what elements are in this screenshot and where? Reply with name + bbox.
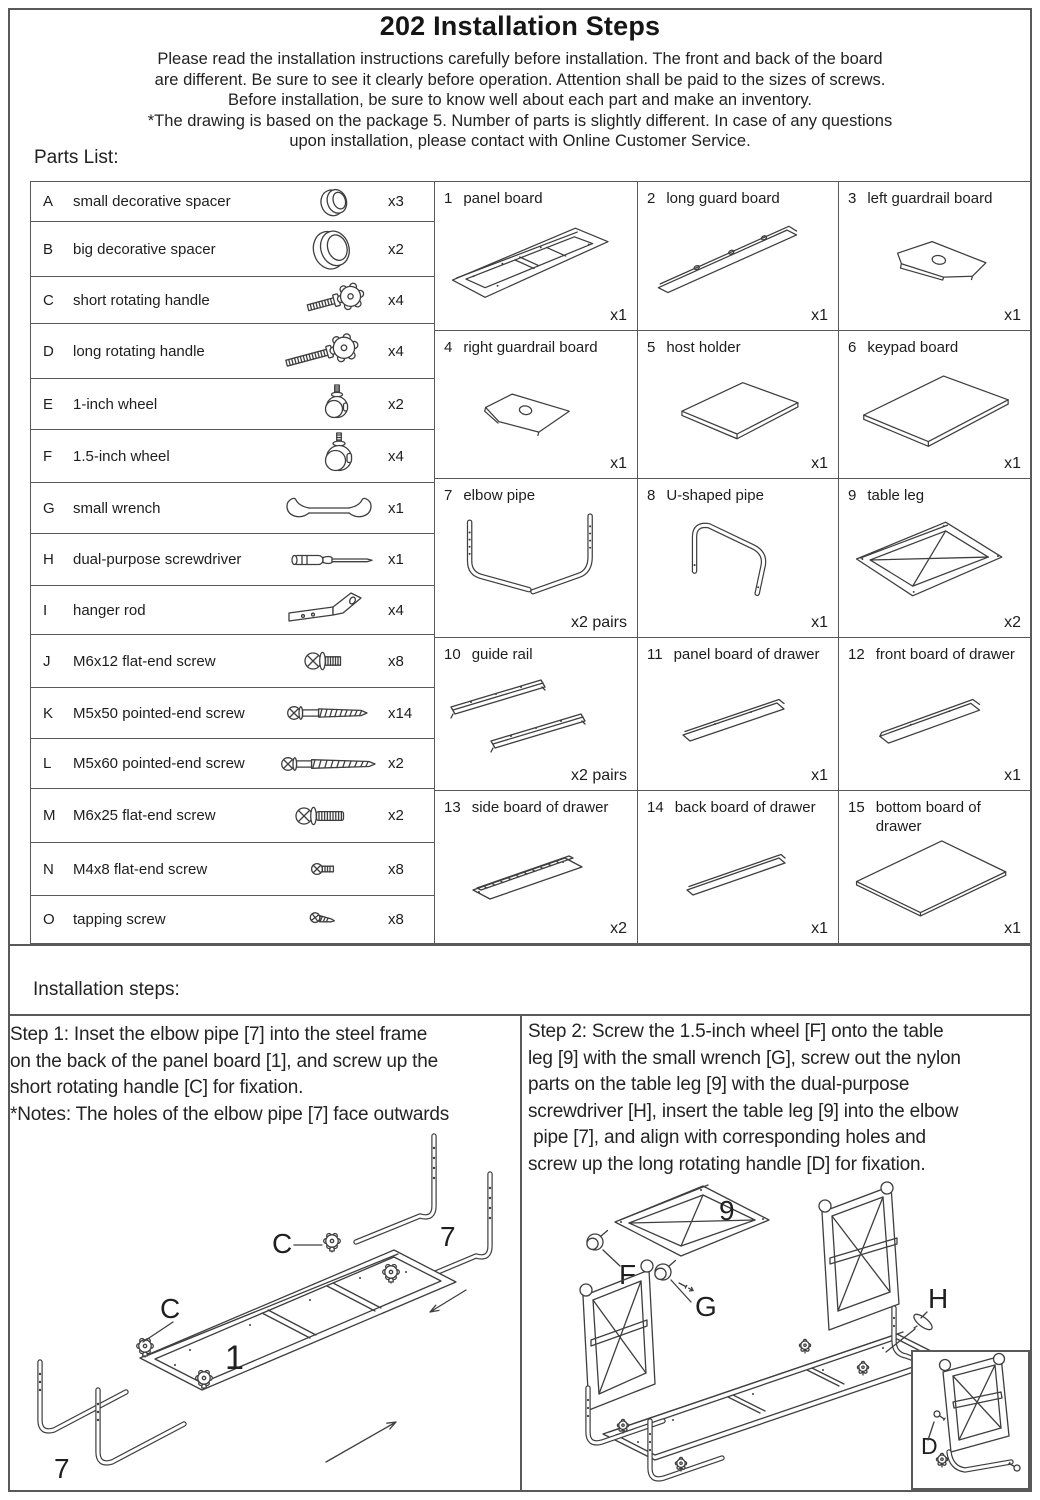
table-row <box>31 277 434 324</box>
part-letter: E <box>43 395 54 413</box>
drawer-back-board-drawing <box>642 818 834 918</box>
drawer-side-board-drawing <box>439 818 633 918</box>
section-divider <box>8 944 1032 946</box>
parts-grid-cell <box>638 479 839 638</box>
parts-grid-cell <box>435 182 638 331</box>
part-qty: x4 <box>388 601 404 619</box>
step-line: screw up the long rotating handle [D] for fixation. <box>528 1153 926 1175</box>
part-letter: C <box>43 291 54 309</box>
part-name: M5x60 pointed-end screw <box>73 755 245 772</box>
step-line: on the back of the panel board [1], and screw up the <box>10 1050 438 1072</box>
table-row <box>31 896 434 943</box>
step-line: pipe [7], and align with corresponding holes and <box>528 1127 926 1148</box>
wheel-glyph <box>587 1231 608 1251</box>
part-name: left guardrail board <box>867 190 993 207</box>
wrench-icon <box>270 492 388 524</box>
part-name: bottom board of drawer <box>875 799 981 835</box>
tapping-screw-icon <box>270 906 388 934</box>
left-guardrail-board-drawing <box>843 209 1027 305</box>
part-qty: x1 <box>1004 307 1021 324</box>
big-ring-icon <box>270 224 388 274</box>
step-line: Step 2: Screw the 1.5-inch wheel [F] onto the table <box>528 1021 944 1042</box>
part-qty: x1 <box>1004 920 1021 937</box>
part-name: M5x50 pointed-end screw <box>73 704 245 722</box>
part-name: big decorative spacer <box>73 240 216 258</box>
part-qty: x1 <box>811 307 828 324</box>
parts-grid-cell <box>435 791 638 944</box>
flat-end-screw-tiny-icon <box>270 855 388 883</box>
direction-arrow <box>326 1422 396 1462</box>
intro-line: Please read the installation instructions carefully before installation. The front and back of the board <box>157 50 883 68</box>
part-name: host holder <box>666 339 741 356</box>
star-knob-long-icon <box>270 327 388 375</box>
parts-table <box>30 181 435 944</box>
part-name: guide rail <box>471 646 533 663</box>
elbow-pipe-drawing <box>439 506 633 612</box>
part-name: dual-purpose screwdriver <box>73 551 242 568</box>
part-qty: x2 pairs <box>570 767 627 784</box>
table-row <box>31 739 434 789</box>
part-number: 8 <box>647 487 656 504</box>
part-qty: x1 <box>811 455 828 472</box>
part-qty: x1 <box>811 767 828 784</box>
caster-wheel-small-icon <box>270 383 388 425</box>
part-number: 11 <box>647 646 663 663</box>
part-qty: x8 <box>388 911 404 928</box>
pointed-screw-longer-icon <box>270 748 388 780</box>
part-qty: x2 <box>388 755 404 772</box>
part-qty: x1 <box>610 307 627 324</box>
parts-grid-cell <box>839 479 1032 638</box>
hanger-bracket-icon <box>270 590 388 630</box>
wheel-glyph <box>655 1261 676 1281</box>
step-line: screwdriver [H], insert the table leg [9] into the elbow <box>528 1100 959 1122</box>
parts-grid-cell <box>638 182 839 331</box>
rotating-handle-glyph <box>675 1457 686 1471</box>
parts-grid-cell <box>839 791 1032 944</box>
part-name: table leg <box>867 487 925 504</box>
table-row <box>31 843 434 896</box>
part-letter: M <box>43 807 56 824</box>
part-qty: x1 <box>811 614 828 631</box>
part-name: hanger rod <box>73 601 146 619</box>
part-number: 9 <box>848 487 857 504</box>
table-row <box>31 182 434 222</box>
parts-list-heading: Parts List: <box>34 147 119 168</box>
part-qty: x1 <box>811 920 828 937</box>
part-letter: H <box>43 551 54 568</box>
part-letter: L <box>43 755 52 772</box>
part-name: small wrench <box>73 499 161 517</box>
part-letter: G <box>43 499 55 517</box>
part-qty: x2 pairs <box>570 614 627 631</box>
label-pipe-bottom: 7 <box>54 1453 70 1484</box>
panel-board-drawing <box>439 209 633 305</box>
part-name: right guardrail board <box>463 339 598 356</box>
parts-grid-cell <box>638 331 839 479</box>
part-qty: x4 <box>388 342 404 360</box>
intro-line: *The drawing is based on the package 5. Number of parts is slightly different. In case of any questions <box>147 111 893 130</box>
step1-diagram <box>10 1126 516 1490</box>
part-qty: x4 <box>388 447 404 465</box>
right-guardrail-board-drawing <box>439 358 633 453</box>
label-handle-d: D <box>921 1433 938 1459</box>
step-line: *Notes: The holes of the elbow pipe [7] face outwards <box>10 1103 449 1125</box>
part-number: 13 <box>444 799 461 816</box>
part-number: 1 <box>444 190 453 207</box>
part-name: short rotating handle <box>73 291 210 309</box>
step-line: leg [9] with the small wrench [G], screw out the nylon <box>528 1047 961 1069</box>
parts-grid-cell <box>435 331 638 479</box>
part-letter: N <box>43 860 54 878</box>
parts-grid-cell <box>839 182 1032 331</box>
pointed-screw-long-icon <box>270 697 388 729</box>
rotating-handle-glyph <box>617 1419 628 1433</box>
part-qty: x2 <box>610 920 627 937</box>
part-letter: J <box>43 652 51 670</box>
drawer-bottom-board-drawing <box>843 818 1027 918</box>
guide-rail-drawing <box>439 665 633 765</box>
keypad-board-drawing <box>843 358 1027 453</box>
label-wheel-f: F <box>619 1259 637 1290</box>
part-letter: A <box>43 193 54 210</box>
flat-end-screw-short-icon <box>270 643 388 679</box>
part-qty: x4 <box>388 291 404 309</box>
intro-line: are different. Be sure to see it clearly before operation. Attention shall be paid to the sizes of screws. <box>154 70 886 89</box>
part-number: 6 <box>848 339 857 356</box>
step-line: short rotating handle [C] for fixation. <box>10 1077 304 1098</box>
part-name: long rotating handle <box>73 342 205 360</box>
table-leg-drawing <box>843 506 1027 612</box>
intro-line: Before installation, be sure to know well about each part and make an inventory. <box>228 91 812 109</box>
part-name: tapping screw <box>73 911 166 928</box>
part-name: M6x25 flat-end screw <box>73 807 216 824</box>
part-number: 5 <box>647 339 656 356</box>
step-line: parts on the table leg [9] with the dual-purpose <box>528 1074 910 1095</box>
label-screwdriver-h: H <box>928 1283 949 1314</box>
small-ring-icon <box>270 184 388 220</box>
table-row <box>31 483 434 534</box>
table-row <box>31 688 434 739</box>
label-pipe-top: 7 <box>440 1221 456 1252</box>
part-number: 2 <box>647 190 656 207</box>
part-qty: x1 <box>610 455 627 472</box>
part-letter: B <box>43 240 54 258</box>
host-holder-drawing <box>642 358 834 453</box>
label-wheel-g: G <box>695 1291 717 1322</box>
part-qty: x2 <box>388 807 404 824</box>
part-qty: x1 <box>388 551 404 568</box>
installation-steps-heading: Installation steps: <box>33 979 180 1000</box>
part-name: keypad board <box>867 339 959 356</box>
part-qty: x1 <box>388 499 404 517</box>
label-panel-board: 1 <box>225 1339 244 1377</box>
part-qty: x8 <box>388 860 404 878</box>
long-guard-board-drawing <box>642 209 834 305</box>
drawer-front-board-drawing <box>843 665 1027 765</box>
rotating-handle-glyph <box>936 1453 947 1467</box>
parts-grid <box>435 181 1032 944</box>
rotating-handle-glyph <box>857 1361 868 1375</box>
part-number: 3 <box>848 190 857 207</box>
parts-grid-cell <box>638 638 839 791</box>
page-title: 202 Installation Steps <box>379 11 661 41</box>
step1-text <box>10 1022 518 1128</box>
part-qty: x2 <box>388 240 404 258</box>
part-number: 14 <box>647 799 664 816</box>
table-row <box>31 222 434 277</box>
part-letter: I <box>43 601 48 619</box>
part-qty: x1 <box>1004 455 1021 472</box>
part-number: 10 <box>444 646 461 663</box>
part-number: 7 <box>444 487 453 504</box>
part-name: back board of drawer <box>674 799 816 816</box>
parts-grid-cell <box>435 479 638 638</box>
part-qty: x1 <box>1004 767 1021 784</box>
u-shaped-pipe-drawing <box>642 506 834 612</box>
part-letter: K <box>43 704 54 722</box>
star-knob-short-icon <box>270 278 388 322</box>
part-number: 15 <box>848 799 865 816</box>
flat-end-screw-medium-icon <box>270 798 388 834</box>
part-name: elbow pipe <box>463 487 536 504</box>
part-name: front board of drawer <box>875 646 1015 663</box>
part-letter: D <box>43 342 54 360</box>
caster-wheel-large-icon <box>270 431 388 481</box>
part-name: 1.5-inch wheel <box>73 447 170 465</box>
part-name: small decorative spacer <box>73 193 231 210</box>
intro-paragraph <box>0 49 1040 152</box>
drawer-panel-board-drawing <box>642 665 834 765</box>
table-row <box>31 534 434 586</box>
table-row <box>31 324 434 379</box>
table-row <box>31 789 434 843</box>
label-handle-c: C <box>272 1228 293 1259</box>
parts-grid-cell <box>839 638 1032 791</box>
label-handle-c: C <box>160 1293 181 1324</box>
column-divider <box>520 1014 522 1492</box>
parts-grid-cell <box>638 791 839 944</box>
direction-arrow <box>430 1290 466 1312</box>
table-row <box>31 586 434 635</box>
part-name: U-shaped pipe <box>666 487 764 504</box>
inset-detail-box <box>911 1350 1030 1490</box>
part-qty: x8 <box>388 652 404 670</box>
step2-text <box>528 1019 1032 1178</box>
part-name: panel board <box>463 190 543 207</box>
label-table-leg: 9 <box>719 1195 735 1226</box>
part-letter: F <box>43 447 53 465</box>
part-letter: O <box>43 911 55 928</box>
rotating-handle-glyph <box>799 1339 810 1353</box>
inset-detail-drawing <box>913 1352 1028 1488</box>
parts-grid-cell <box>435 638 638 791</box>
part-name: panel board of drawer <box>673 646 820 663</box>
part-qty: x14 <box>388 704 413 722</box>
part-qty: x2 <box>388 395 404 413</box>
part-number: 12 <box>848 646 865 663</box>
part-name: side board of drawer <box>471 799 609 816</box>
part-number: 4 <box>444 339 453 356</box>
part-qty: x3 <box>388 193 404 210</box>
rotating-handle-glyph <box>324 1234 341 1253</box>
parts-grid-cell <box>839 331 1032 479</box>
table-row <box>31 635 434 688</box>
part-name: 1-inch wheel <box>73 395 158 413</box>
part-qty: x2 <box>1004 614 1021 631</box>
part-name: M6x12 flat-end screw <box>73 652 216 670</box>
part-name: long guard board <box>666 190 780 207</box>
table-row <box>31 430 434 483</box>
screwdriver-icon <box>270 543 388 577</box>
table-row <box>31 379 434 430</box>
part-name: M4x8 flat-end screw <box>73 860 208 878</box>
intro-line: upon installation, please contact with Online Customer Service. <box>289 132 751 150</box>
step-line: Step 1: Inset the elbow pipe [7] into the steel frame <box>10 1024 428 1045</box>
